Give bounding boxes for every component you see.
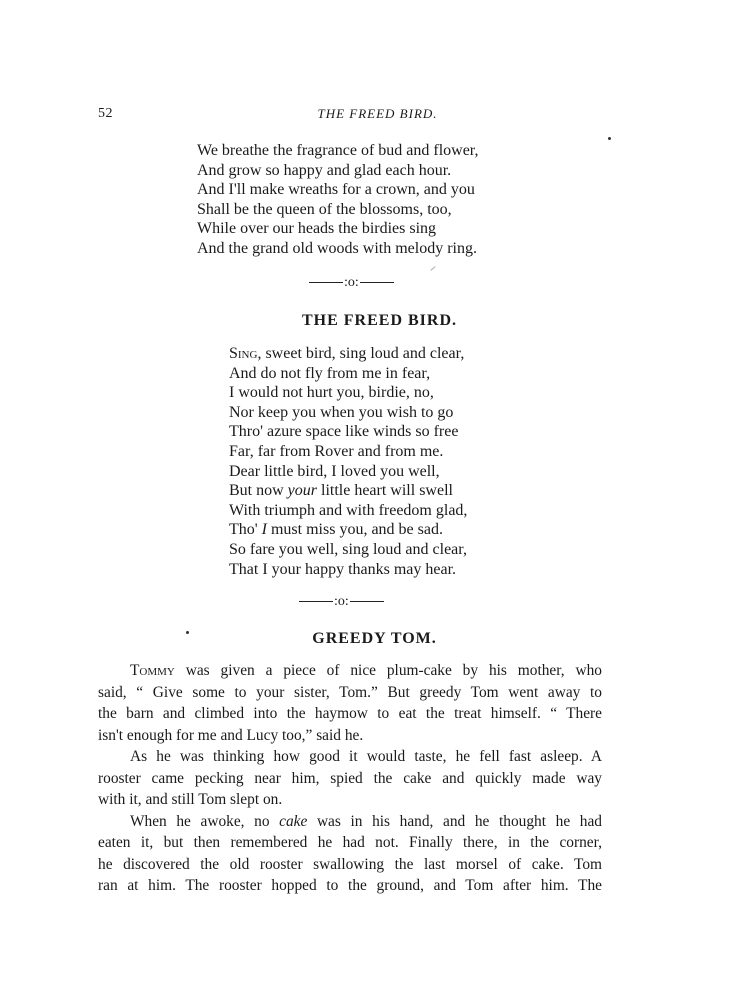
story-line: [98, 660, 602, 682]
story-line: said, “ Give some to your sister, Tom.” But greedy Tom went away to: [98, 683, 602, 701]
poem-line: And grow so happy and glad each hour.: [197, 161, 452, 179]
story-line: ran at him. The rooster hopped to the ground, and Tom after him. The: [98, 877, 602, 894]
poem-line: [229, 481, 467, 501]
emphasis: your: [287, 482, 317, 500]
story-line: As he was thinking how good it would taste, he fell fast asleep. A: [130, 748, 602, 765]
story-line-text: When he awoke, no: [130, 812, 280, 830]
poem-line-text: little heart will swell: [317, 482, 453, 500]
divider-rule: [350, 601, 384, 602]
poem-line-text: But now: [229, 482, 288, 500]
poem-line-text: must miss you, and be sad.: [266, 521, 443, 539]
drop-word: Tommy: [130, 662, 175, 679]
section-divider: [298, 594, 385, 610]
divider-rule: [299, 601, 333, 602]
poem-title: THE FREED BIRD.: [301, 312, 458, 329]
poem-line: So fare you well, sing loud and clear,: [229, 540, 467, 558]
story-line: the barn and climbed into the haymow to eat the treat himself. “ There: [98, 705, 602, 722]
story-line: eaten it, but then remembered he had not. Finally there, in the corner,: [98, 834, 602, 851]
poem-line: Nor keep you when you wish to go: [229, 403, 454, 421]
poem-line: I would not hurt you, birdie, no,: [229, 384, 434, 402]
story-line-text: was in his hand, and he thought he had: [307, 812, 602, 830]
poem-line: Shall be the queen of the blossoms, too,: [197, 200, 452, 218]
poem-line: We breathe the fragrance of bud and flower,: [197, 142, 479, 159]
story-line: rooster came pecking near him, spied the cake and quickly made way: [98, 769, 602, 787]
page-number: 52: [98, 106, 113, 121]
story-line: [98, 811, 602, 833]
story-line: with it, and still Tom slept on.: [98, 791, 283, 808]
poem-line: Dear little bird, I loved you well,: [229, 462, 440, 480]
emphasis: I: [261, 521, 267, 539]
story-line-text: was given a piece of nice plum-cake by his mother, who: [174, 662, 602, 679]
poem-stanza: [229, 344, 467, 579]
poem-line: And do not fly from me in fear,: [229, 364, 431, 382]
emphasis: cake: [279, 812, 308, 830]
story-line: isn't enough for me and Lucy too,” said he.: [98, 726, 364, 744]
poem-line: And I'll make wreaths for a crown, and you: [197, 181, 475, 199]
story-title: GREEDY TOM.: [312, 630, 437, 647]
drop-word: Sing: [229, 345, 258, 362]
poem-line-text: Tho': [229, 521, 262, 539]
section-divider: [308, 275, 395, 291]
poem-line: Thro' azure space like winds so free: [229, 423, 459, 441]
print-mark: [430, 266, 435, 271]
story-line: he discovered the old rooster swallowing the last morsel of cake. Tom: [98, 855, 602, 873]
divider-rule: [309, 282, 343, 283]
poem-line: Far, far from Rover and from me.: [229, 442, 444, 460]
poem-stanza-continued: [197, 141, 478, 259]
poem-line: With triumph and with freedom glad,: [229, 501, 468, 519]
poem-line: While over our heads the birdies sing: [197, 220, 437, 238]
story-text: [98, 660, 602, 897]
divider-rule: [360, 282, 394, 283]
page-header: [0, 106, 735, 128]
running-title: THE FREED BIRD.: [317, 106, 438, 121]
print-speck: [608, 137, 611, 140]
poem-line: [229, 520, 467, 540]
poem-line: That I your happy thanks may hear.: [229, 560, 457, 578]
poem-line-text: , sweet bird, sing loud and clear,: [257, 345, 465, 362]
divider-ornament: :o:: [334, 594, 349, 609]
poem-line: And the grand old woods with melody ring.: [197, 239, 477, 257]
poem-line: [229, 344, 467, 364]
divider-ornament: :o:: [344, 275, 359, 290]
